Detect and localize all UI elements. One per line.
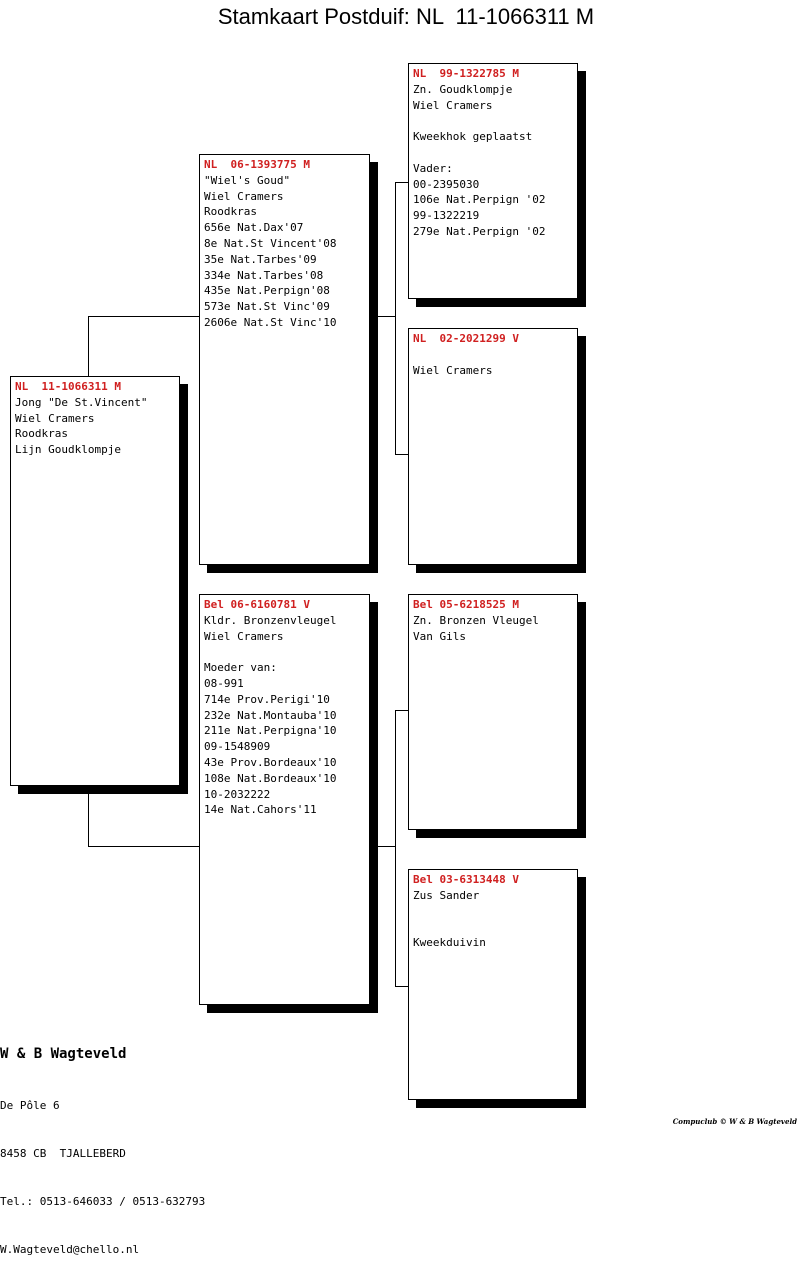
pigeon-info-line: 08-991: [204, 676, 244, 690]
pigeon-info-line: 714e Prov.Perigi'10: [204, 692, 330, 706]
pigeon-info-line: 279e Nat.Perpign '02: [413, 224, 546, 238]
pigeon-info-line: 43e Prov.Bordeaux'10: [204, 755, 337, 769]
page-title: Stamkaart Postduif: NL 11-1066311 M: [217, 4, 595, 29]
pigeon-info-line: Wiel Cramers: [413, 363, 493, 377]
pigeon-card-father-father[interactable]: [408, 63, 578, 299]
pigeon-info-line: 2606e Nat.St Vinc'10: [204, 315, 337, 329]
pigeon-info-line: [413, 904, 573, 920]
ring-number: Bel 03-6313448 V: [413, 873, 519, 886]
pigeon-card-father[interactable]: [199, 154, 370, 565]
owner-phone: Tel.: 0513-646033 / 0513-632793: [0, 1195, 206, 1208]
pigeon-info-line: Van Gils: [413, 629, 466, 643]
owner-name: W & B Wagteveld: [0, 1046, 127, 1062]
pigeon-info-line: 108e Nat.Bordeaux'10: [204, 771, 337, 785]
pigeon-info-line: Lijn Goudklompje: [15, 443, 121, 457]
ring-number: NL 06-1393775 M: [204, 158, 310, 171]
pigeon-info-line: Roodkras: [15, 427, 68, 441]
pigeon-info-line: [413, 113, 573, 129]
pigeon-info-line: [413, 347, 573, 363]
footer-credit: Compuclub © W & B Wagteveld: [672, 1117, 797, 1126]
pigeon-info-line: Zus Sander: [413, 888, 480, 902]
pigeon-info-line: Kldr. Bronzenvleugel: [204, 613, 337, 627]
owner-email: W.Wagteveld@chello.nl: [0, 1243, 140, 1256]
pigeon-info-line: Kweekhok geplaatst: [413, 130, 533, 144]
connector-to-mother: [88, 846, 201, 847]
connector-to-father-father: [395, 182, 408, 183]
connector-to-father: [88, 316, 201, 317]
connector-mother-vertical: [395, 710, 396, 986]
connector-father-vertical: [395, 182, 396, 454]
connector-to-mother-mother: [395, 986, 408, 987]
pigeon-info-line: Roodkras: [204, 205, 257, 219]
pigeon-info-line: 573e Nat.St Vinc'09: [204, 300, 330, 314]
pigeon-info-line: "Wiel's Goud": [204, 173, 291, 187]
pigeon-info-line: Wiel Cramers: [413, 98, 493, 112]
pigeon-info-line: 09-1548909: [204, 740, 271, 754]
owner-info: [0, 1014, 205, 1274]
pigeon-info-line: 00-2395030: [413, 177, 480, 191]
pigeon-info-line: Jong "De St.Vincent": [15, 395, 148, 409]
owner-postal-city: 8458 CB TJALLEBERD: [0, 1147, 126, 1160]
pigeon-card-mother-mother[interactable]: [408, 869, 578, 1100]
ring-number: Bel 06-6160781 V: [204, 598, 310, 611]
pigeon-info-line: Wiel Cramers: [15, 411, 95, 425]
pigeon-info-line: 10-2032222: [204, 787, 271, 801]
pigeon-card-mother[interactable]: [199, 594, 370, 1005]
pigeon-card-subject[interactable]: [10, 376, 180, 786]
pigeon-info-line: Wiel Cramers: [204, 629, 284, 643]
pigeon-card-mother-father[interactable]: [408, 594, 578, 830]
ring-number: NL 02-2021299 V: [413, 332, 519, 345]
pigeon-info-line: Moeder van:: [204, 661, 277, 675]
connector-to-father-mother: [395, 454, 408, 455]
pigeon-info-line: 8e Nat.St Vincent'08: [204, 236, 337, 250]
pigeon-info-line: Vader:: [413, 161, 453, 175]
pigeon-info-line: 656e Nat.Dax'07: [204, 221, 304, 235]
connector-father-stub: [378, 316, 396, 317]
pigeon-info-line: [413, 919, 573, 935]
pigeon-info-line: 106e Nat.Perpign '02: [413, 193, 546, 207]
pigeon-info-line: 232e Nat.Montauba'10: [204, 708, 337, 722]
pigeon-info-line: Zn. Goudklompje: [413, 82, 513, 96]
owner-address: De Pôle 6: [0, 1099, 60, 1112]
pigeon-info-line: Wiel Cramers: [204, 189, 284, 203]
ring-number: Bel 05-6218525 M: [413, 598, 519, 611]
pigeon-info-line: 435e Nat.Perpign'08: [204, 284, 330, 298]
pigeon-info-line: Kweekduivin: [413, 936, 486, 950]
connector-to-mother-father: [395, 710, 408, 711]
pigeon-info-line: Zn. Bronzen Vleugel: [413, 613, 539, 627]
pigeon-info-line: 35e Nat.Tarbes'09: [204, 252, 317, 266]
ring-number: NL 11-1066311 M: [15, 380, 121, 393]
ring-number: NL 99-1322785 M: [413, 67, 519, 80]
pigeon-info-line: [204, 644, 365, 660]
pigeon-info-line: [413, 145, 573, 161]
pigeon-info-line: 14e Nat.Cahors'11: [204, 803, 317, 817]
pigeon-card-father-mother[interactable]: [408, 328, 578, 565]
connector-mother-stub: [378, 846, 396, 847]
pigeon-info-line: 99-1322219: [413, 209, 480, 223]
pigeon-info-line: 334e Nat.Tarbes'08: [204, 268, 324, 282]
pigeon-info-line: 211e Nat.Perpigna'10: [204, 724, 337, 738]
